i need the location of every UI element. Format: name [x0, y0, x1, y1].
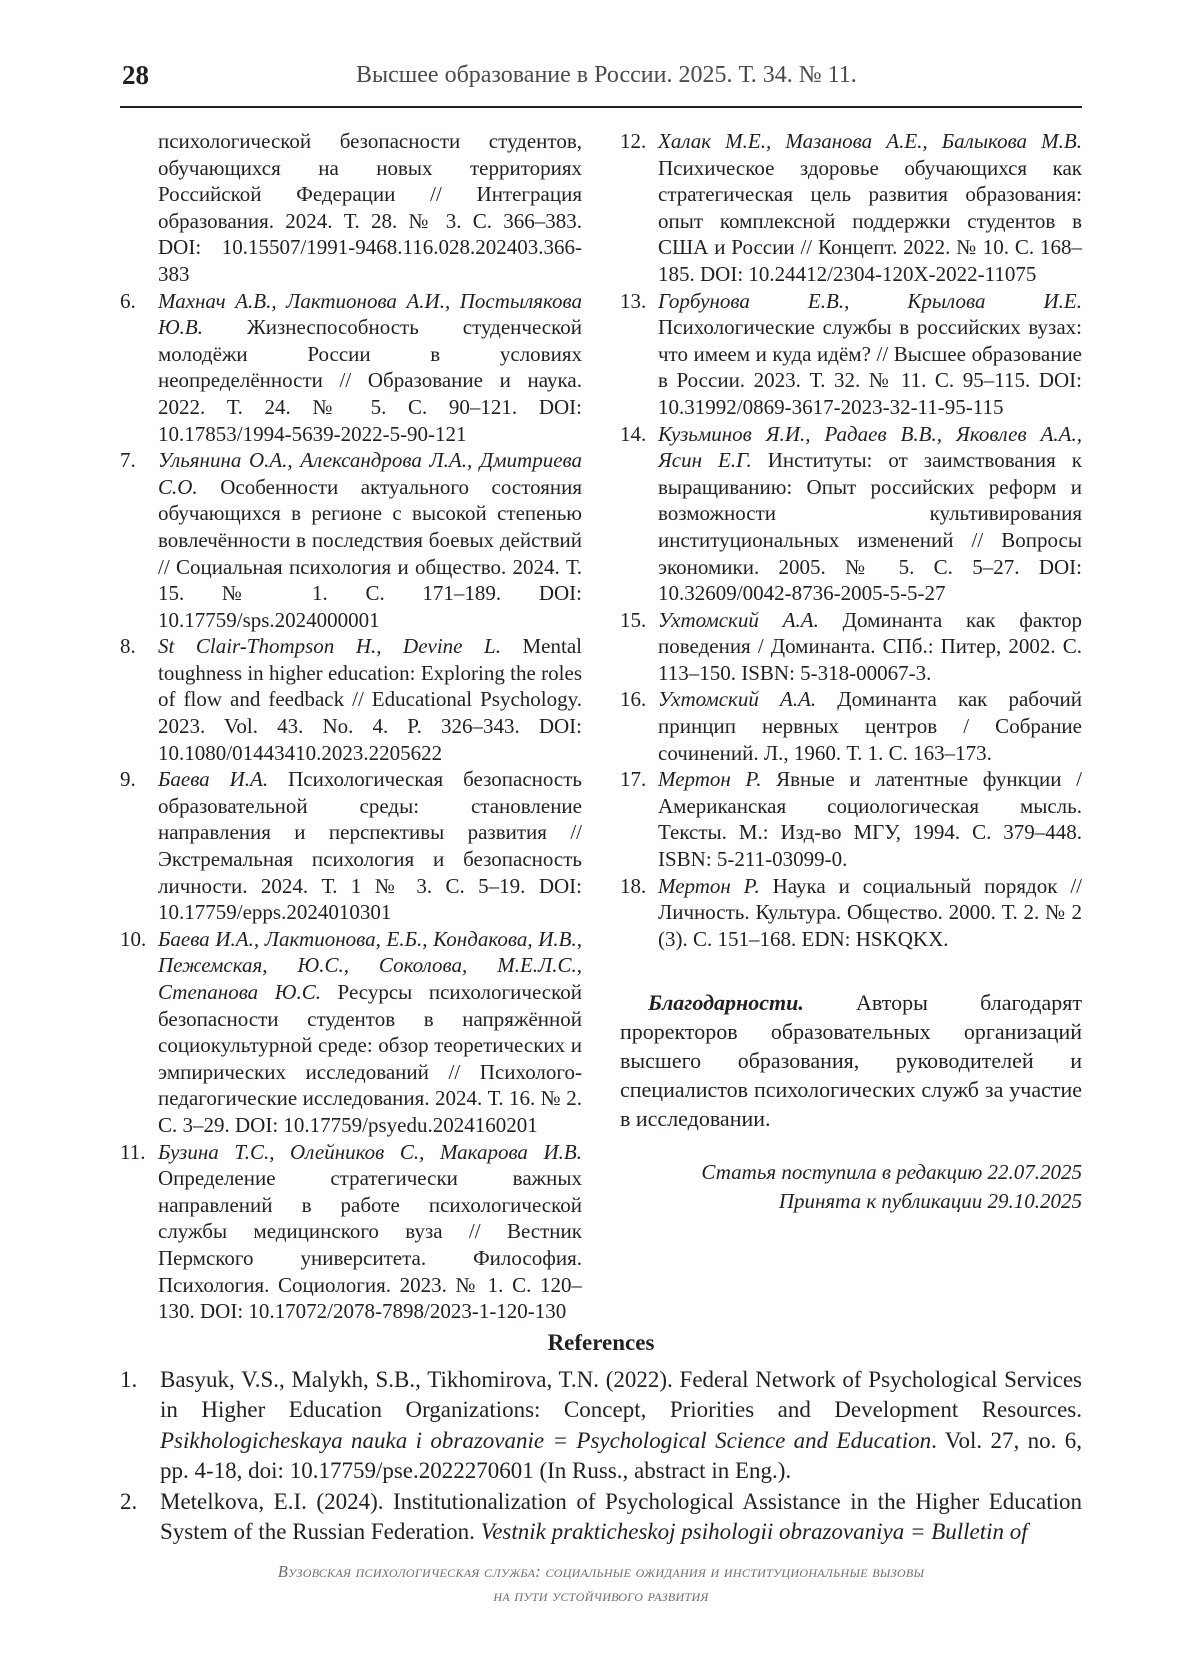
reference-item-6 [120, 288, 582, 448]
left-column [120, 128, 582, 1325]
reference-body: Наука и социальный порядок // Личность. Культура. Общество. 2000. Т. 2. № 2 (3). С. 151–168. EDN: HSKQKX. [658, 873, 1082, 951]
english-reference-2 [120, 1487, 1082, 1548]
reference-number: 17. [620, 767, 647, 792]
reference-number: 10. [120, 926, 147, 951]
page-footer [120, 1560, 1082, 1608]
reference-authors: Ухтомский А.А. [658, 687, 817, 712]
reference-body: Доминанта как рабочий принцип нервных центров / Собрание сочинений. Л., 1960. Т. 1. С. 163–173. [658, 687, 1082, 765]
references-title: References [547, 1330, 655, 1355]
reference-item-18 [620, 873, 1082, 953]
reference-item-13 [620, 288, 1082, 421]
journal-running-head: Высшее образование в России. 2025. Т. 34. № 11. [356, 62, 857, 88]
reference-number: 14. [620, 421, 647, 446]
reference-continuation: психологической безопасности студентов, обучающихся на новых территориях Российской Федерации // Интеграция образования. 2024. Т. 28. № 3. С. 366–383. DOI: 10.15507/1991-9468.116.028.202403.366-383 [158, 129, 582, 286]
reference-tail: . Vol. 27, no. 6, pp. 4-18, doi: 10.17759/pse.2022270601 (In Russ., abstract in Eng.). [160, 1427, 1082, 1483]
page-header [120, 58, 1082, 108]
accepted-date: Принята к публикации 29.10.2025 [778, 1189, 1082, 1214]
reference-authors: Мертон Р. [658, 767, 762, 792]
reference-item-15 [620, 607, 1082, 687]
acknowledgements-text: Авторы благодарят проректоров образовательных организаций высшего образования, руководителей и специалистов психологических служб за участие в исследовании. [620, 990, 1082, 1132]
reference-body: Жизнеспособность студенческой молодёжи России в условиях неопределённости // Образование и наука. 2022. Т. 24. № 5. С. 90–121. DOI: 10.17853/1994-5639-2022-5-90-121 [158, 315, 582, 446]
reference-item-8 [120, 633, 582, 766]
reference-item-7 [120, 447, 582, 633]
reference-authors: St Clair-Thompson H., Devine L. [158, 634, 501, 659]
reference-number: 15. [620, 607, 647, 632]
reference-authors: Мертон Р. [658, 873, 760, 898]
reference-number: 6. [120, 288, 136, 313]
right-column [620, 128, 1082, 1216]
reference-body: Психическое здоровье обучающихся как стратегическая цель развития образования: опыт комплексной поддержки студентов в США и России // Концепт. 2022. № 10. С. 168–185. DOI: 10.24412/2304-120X-2022-11075 [658, 155, 1082, 286]
reference-body: Особенности актуального состояния обучающихся в регионе с высокой степенью вовлечённости в последствия боевых действий // Социальная психология и общество. 2024. Т. 15. № 1. С. 171–189. DOI: 10.17759/sps.2024000001 [158, 474, 582, 632]
reference-authors: Ухтомский А.А. [658, 607, 819, 632]
reference-item-16 [620, 686, 1082, 766]
acknowledgements [620, 988, 1082, 1133]
reference-number: 2. [120, 1488, 138, 1514]
page-number: 28 [122, 60, 149, 90]
reference-authors: Баева И.А., Лактионова, Е.Б., Кондакова, И.В., Пежемская, Ю.С., Соколова, М.Е.Л.С., Степанова Ю.С. [158, 926, 582, 1004]
reference-body: Определение стратегически важных направлений в работе психологической службы медицинского вуза // Вестник Пермского университета. Философия. Психология. Социология. 2023. № 1. С. 120–130. DOI: 10.17072/2078-7898/2023-1-120-130 [158, 1166, 582, 1324]
reference-authors: Баева И.А. [158, 767, 269, 792]
reference-body: Явные и латентные функции / Американская социологическая мысль. Тексты. М.: Изд-во МГУ, 1994. С. 379–448. ISBN: 5-211-03099-0. [658, 767, 1082, 872]
reference-item-10 [120, 926, 582, 1139]
reference-body: Доминанта как фактор поведения / Доминанта. СПб.: Питер, 2002. С. 113–150. ISBN: 5-318-00067-3. [658, 607, 1082, 685]
reference-number: 16. [620, 687, 647, 712]
reference-authors: Ульянина О.А., Александрова Л.А., Дмитриева С.О. [158, 448, 582, 499]
reference-number: 18. [620, 873, 647, 898]
reference-authors: Бузина Т.С., Олейников С., Макарова И.В. [158, 1139, 582, 1164]
reference-item-11 [120, 1139, 582, 1325]
reference-authors: Горбунова Е.В., Крылова И.Е. [658, 288, 1082, 313]
reference-journal: Psikhologicheskaya nauka i obrazovanie = Psychological Science and Education [160, 1427, 932, 1453]
references-section [120, 1328, 1082, 1548]
reference-journal: Vestnik prakticheskoj psihologii obrazovaniya = Bulletin of [480, 1519, 1028, 1544]
reference-number: 11. [120, 1139, 146, 1164]
reference-number: 1. [120, 1366, 138, 1392]
reference-body: Metelkova, E.I. (2024). Institutionalization of Psychological Assistance in the Higher Education System of the Russian Federation. [160, 1488, 1082, 1544]
reference-authors: Махнач А.В., Лактионова А.И., Постылякова Ю.В. [158, 288, 582, 340]
reference-body: Basyuk, V.S., Malykh, S.B., Tikhomirova, T.N. (2022). Federal Network of Psychological Services in Higher Education Organizations: Concept, Priorities and Development Resources. [160, 1366, 1082, 1422]
reference-body: Ресурсы психологической безопасности студентов в напряжённой социокультурной среде: обзор теоретических и эмпирических исследований // Психолого-педагогические исследования. 2024. Т. 16. № 2. С. 3–29. DOI: 10.17759/psyedu.2024160201 [158, 980, 582, 1137]
reference-number: 9. [120, 767, 136, 792]
reference-authors: Кузьминов Я.И., Радаев В.В., Яковлев А.А., Ясин Е.Г. [658, 421, 1082, 473]
reference-item-12 [620, 128, 1082, 288]
reference-item-14 [620, 421, 1082, 607]
article-dates [620, 1158, 1082, 1216]
reference-item-17 [620, 766, 1082, 872]
reference-number: 13. [620, 288, 647, 313]
reference-body: Институты: от заимствования к выращиванию: Опыт российских реформ и возможности культивирования институциональных изменений // Вопросы экономики. 2005. № 5. С. 5–27. DOI: 10.32609/0042-8736-2005-5-5-27 [658, 448, 1082, 606]
footer-line-1: Вузовская психологическая служба: социальные ожидания и институциональные вызовы [277, 1562, 925, 1581]
reference-body: Психологическая безопасность образовательной среды: становление направления и перспективы развития // Экстремальная психология и безопасность личности. 2024. Т. 1 № 3. С. 5–19. DOI: 10.17759/epps.2024010301 [158, 767, 582, 925]
reference-authors: Халак М.Е., Мазанова А.Е., Балыкова М.В. [658, 129, 1082, 153]
footer-line-2: на пути устойчивого развития [493, 1586, 709, 1605]
reference-number: 12. [620, 129, 647, 153]
reference-body: Психологические службы в российских вузах: что имеем и куда идём? // Высшее образование в России. 2023. Т. 32. № 11. С. 95–115. DOI: 10.31992/0869-3617-2023-32-11-95-115 [658, 315, 1082, 419]
received-date: Статья поступила в редакцию 22.07.2025 [701, 1160, 1082, 1185]
english-reference-1 [120, 1365, 1082, 1487]
acknowledgements-label: Благодарности. [648, 990, 804, 1016]
reference-number: 8. [120, 634, 136, 659]
reference-number: 7. [120, 448, 136, 473]
reference-item-9 [120, 766, 582, 926]
reference-body: Mental toughness in higher education: Exploring the roles of flow and feedback // Educational Psychology. 2023. Vol. 43. No. 4. P. 326–343. DOI: 10.1080/01443410.2023.2205622 [158, 634, 582, 765]
